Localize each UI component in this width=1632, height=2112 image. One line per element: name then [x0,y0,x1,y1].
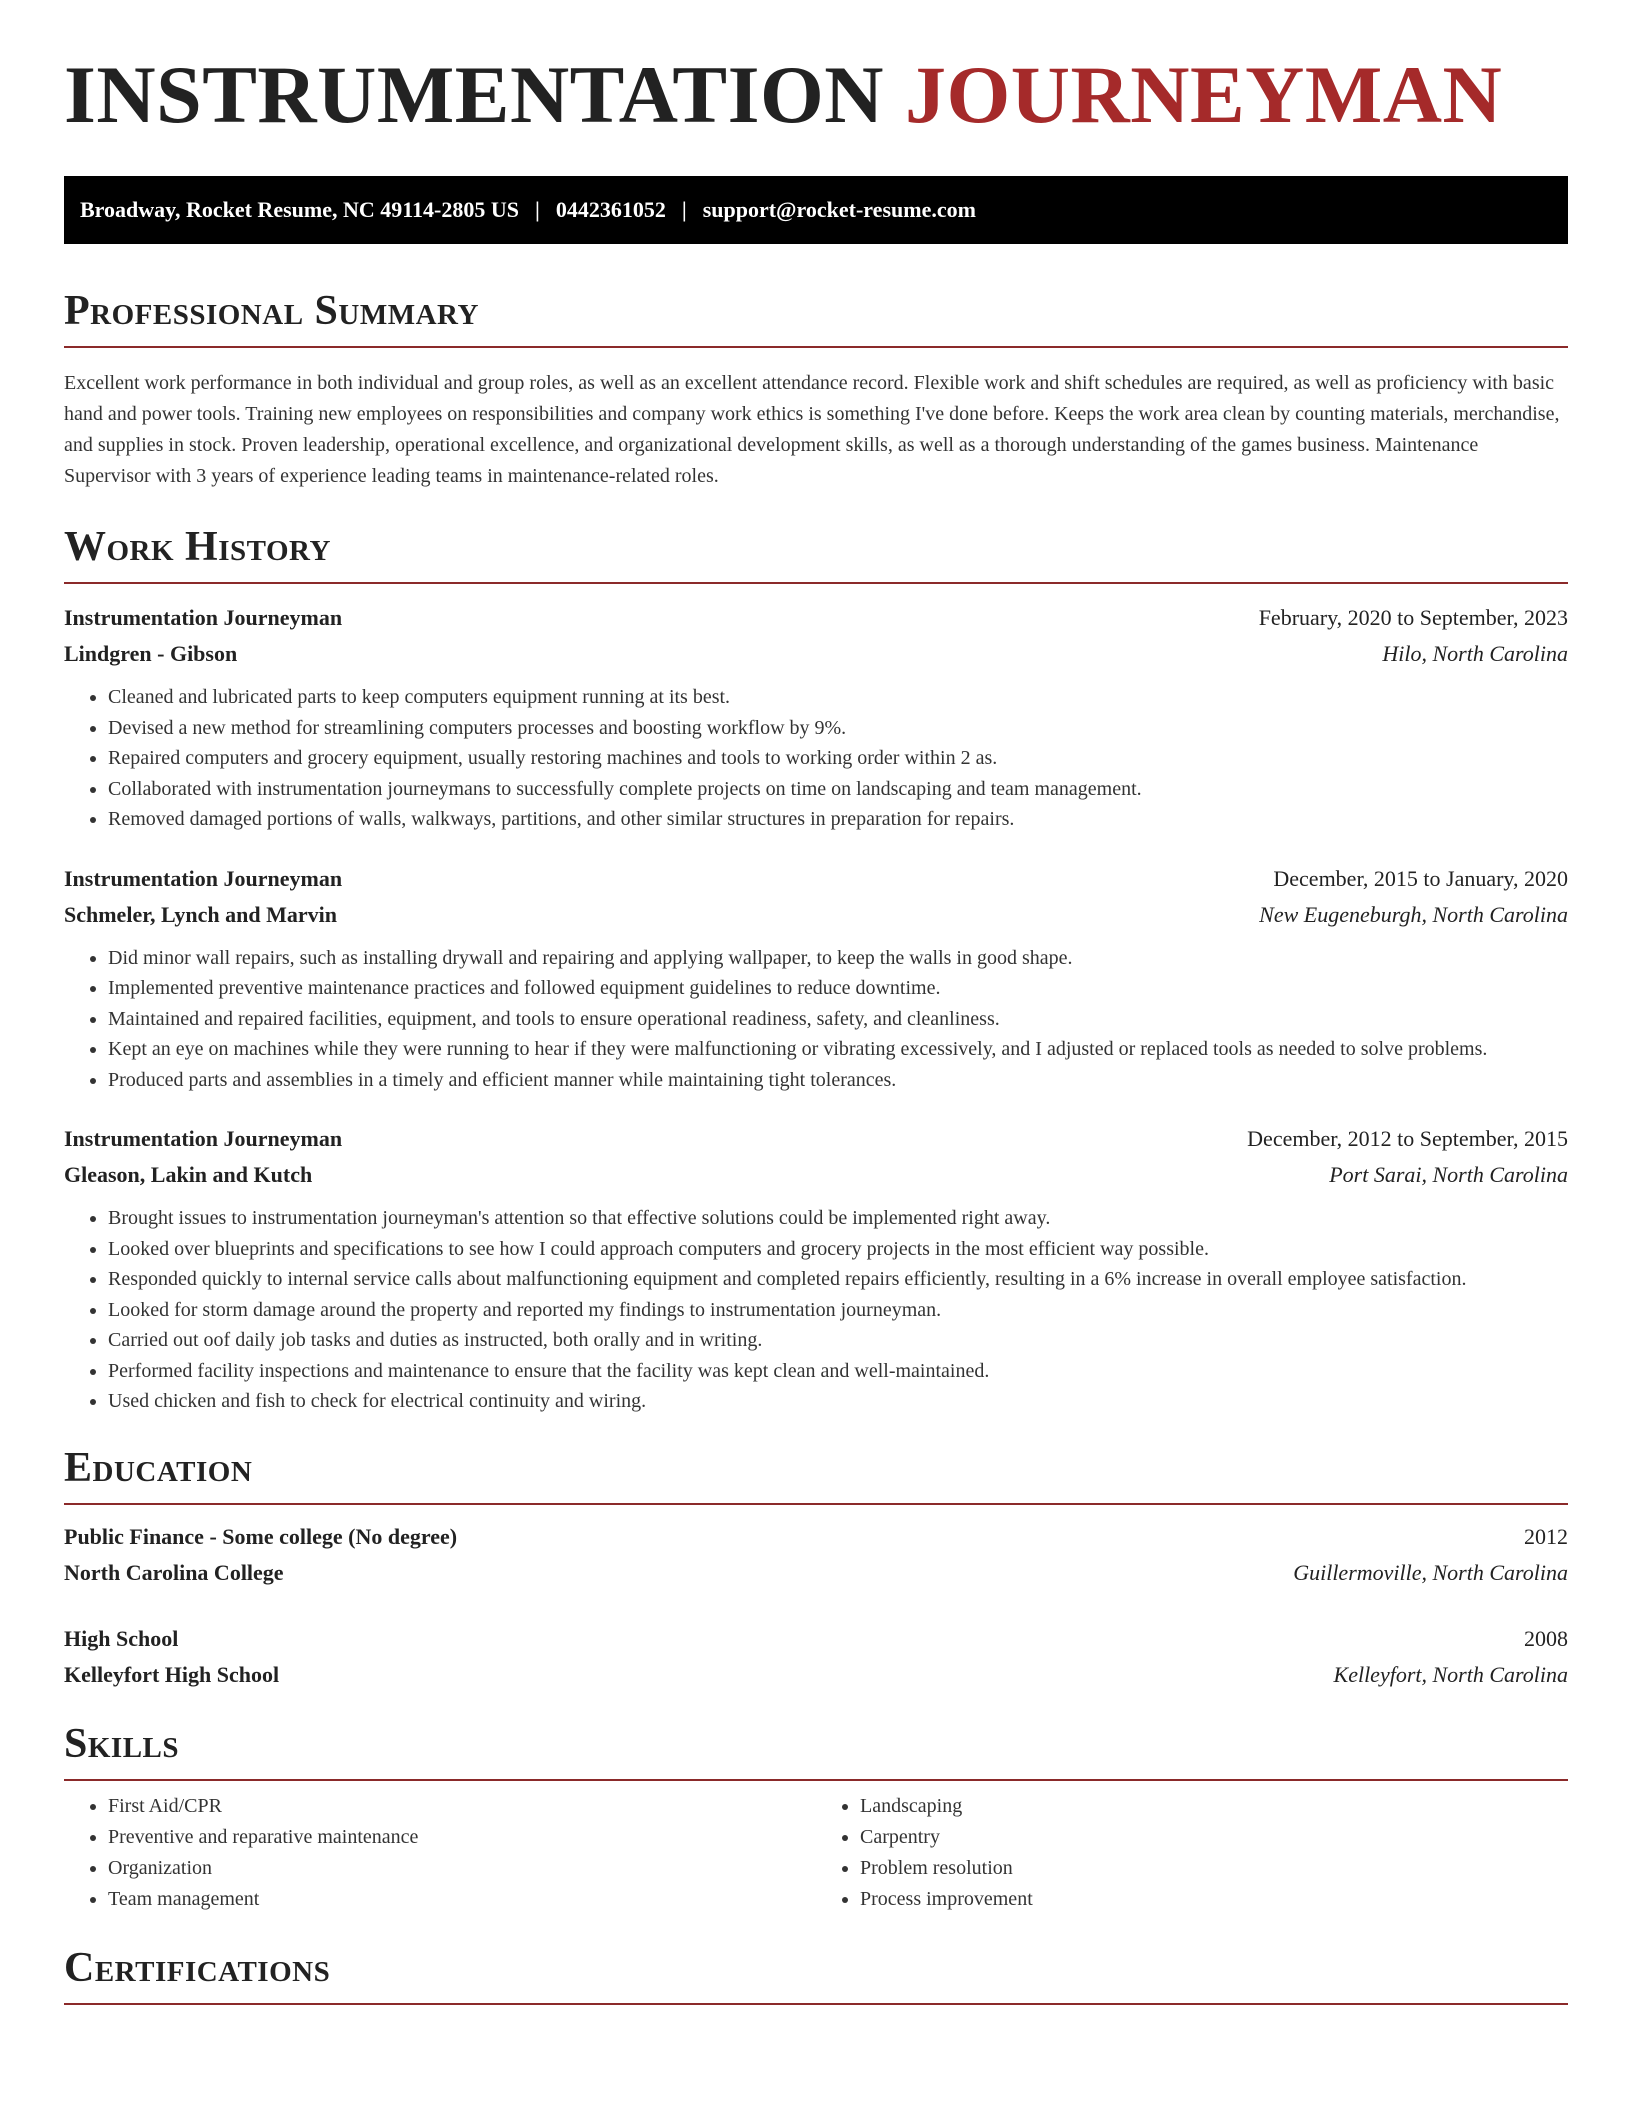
job-role: Instrumentation Journeyman [64,865,343,891]
list-item: • Brought issues to instrumentation journeyman's attention so that effective solutions could be implemented right away. [108,1203,1568,1234]
job-company: Gleason, Lakin and Kutch [64,1162,313,1187]
skill-item: • Landscaping [860,1791,1568,1822]
summary-section [64,290,1568,492]
resume-name [64,0,1568,176]
section-divider [64,582,1568,584]
education-entry [64,1621,1568,1693]
list-item: • Produced parts and assemblies in a timely and efficient manner while maintaining tight tolerances. [108,1065,1568,1096]
list-item: • Kept an eye on machines while they were running to hear if they were malfunctioning or vibrating excessively, and I adjusted or replaced tools as needed to solve problems. [108,1034,1568,1065]
skill-item: • Organization [108,1853,816,1884]
list-item: • Did minor wall repairs, such as installing drywall and repairing and applying wallpaper, to keep the walls in good shape. [108,943,1568,974]
list-item: • Looked over blueprints and specifications to see how I could approach computers and grocery projects in the most efficient way possible. [108,1234,1568,1265]
skills-section [64,1720,1568,1915]
job-dates: February, 2020 to September, 2023 [1258,605,1568,630]
skill-item: • Team management [108,1884,816,1915]
job-dates: December, 2015 to January, 2020 [1273,865,1568,891]
list-item: • Collaborated with instrumentation journeymans to successfully complete projects on time on landscaping and team management. [108,774,1568,805]
contact-separator: | [534,197,540,222]
job-company: Lindgren - Gibson [64,641,238,666]
job-bullets [64,943,1568,1096]
education-title: Education [64,1444,253,1491]
skills-title: Skills [64,1720,180,1767]
certifications-title: Certifications [64,1944,331,1991]
list-item: • Carried out oof daily job tasks and duties as instructed, both orally and in writing. [108,1325,1568,1356]
skills-list-right [816,1791,1568,1915]
education-location: Kelleyfort, North Carolina [1333,1661,1568,1687]
summary-text: Excellent work performance in both individual and group roles, as well as an excellent attendance record. Flexible work and shift schedules are required, as well as proficiency with basic hand and power tools. Training new employees on responsibilities and company work ethics is something I've done before. Keeps the work area clean by counting materials, merchandise, and supplies in stock. Proven leadership, operational excellence, and organizational development skills, as well as a thorough understanding of the games business. Maintenance Supervisor with 3 years of experience leading teams in maintenance-related roles. [64,372,1560,487]
list-item: • Used chicken and fish to check for electrical continuity and wiring. [108,1386,1568,1417]
section-divider [64,346,1568,348]
name-first: INSTRUMENTATION [64,49,885,140]
job-location: New Eugeneburgh, North Carolina [1259,901,1568,927]
section-divider [64,1779,1568,1781]
skill-item: • First Aid/CPR [108,1791,816,1822]
name-last: JOURNEYMAN [905,49,1503,140]
list-item: • Removed damaged portions of walls, walkways, partitions, and other similar structures in preparation for repairs. [108,804,1568,835]
section-divider [64,2003,1568,2005]
job-entry [64,1121,1568,1417]
contact-address: Broadway, Rocket Resume, NC 49114-2805 US [80,197,519,222]
education-degree: Public Finance - Some college (No degree) [64,1523,458,1549]
list-item: • Responded quickly to internal service calls about malfunctioning equipment and completed repairs efficiently, resulting in a 6% increase in overall employee satisfaction. [108,1264,1568,1295]
job-location: Port Sarai, North Carolina [1329,1162,1568,1187]
job-bullets [64,1203,1568,1417]
education-year: 2012 [1524,1523,1568,1549]
education-school: Kelleyfort High School [64,1661,280,1687]
education-year: 2008 [1524,1625,1568,1651]
education-school: North Carolina College [64,1559,284,1585]
job-entry [64,600,1568,835]
skill-item: • Carpentry [860,1822,1568,1853]
education-degree: High School [64,1625,179,1651]
education-section [64,1444,1568,1693]
job-location: Hilo, North Carolina [1382,641,1568,666]
skill-item: • Process improvement [860,1884,1568,1915]
work-history-section [64,526,1568,1417]
contact-phone: 0442361052 [555,197,666,222]
list-item: • Repaired computers and grocery equipment, usually restoring machines and tools to working order within 2 as. [108,743,1568,774]
education-entry [64,1519,1568,1591]
job-entry [64,861,1568,1096]
skill-item: • Preventive and reparative maintenance [108,1822,816,1853]
list-item: • Maintained and repaired facilities, equipment, and tools to ensure operational readiness, safety, and cleanliness. [108,1004,1568,1035]
contact-email[interactable]: support@rocket-resume.com [702,197,976,222]
list-item: • Devised a new method for streamlining computers processes and boosting workflow by 9%. [108,713,1568,744]
list-item: • Looked for storm damage around the property and reported my findings to instrumentation journeyman. [108,1295,1568,1326]
skills-grid [64,1791,1568,1915]
certifications-section [64,1944,1568,2005]
job-company: Schmeler, Lynch and Marvin [64,901,337,927]
job-role: Instrumentation Journeyman [64,1126,343,1151]
job-bullets [64,682,1568,835]
list-item: • Cleaned and lubricated parts to keep computers equipment running at its best. [108,682,1568,713]
contact-separator: | [681,197,687,222]
list-item: • Performed facility inspections and maintenance to ensure that the facility was kept clean and well-maintained. [108,1356,1568,1387]
skills-list-left [64,1791,816,1915]
section-divider [64,1503,1568,1505]
contact-bar [64,176,1568,244]
summary-title: Professional Summary [64,288,479,334]
work-history-title: Work History [64,524,331,570]
job-dates: December, 2012 to September, 2015 [1247,1126,1568,1151]
education-location: Guillermoville, North Carolina [1293,1559,1568,1585]
skill-item: • Problem resolution [860,1853,1568,1884]
list-item: • Implemented preventive maintenance practices and followed equipment guidelines to reduce downtime. [108,973,1568,1004]
job-role: Instrumentation Journeyman [64,605,343,630]
